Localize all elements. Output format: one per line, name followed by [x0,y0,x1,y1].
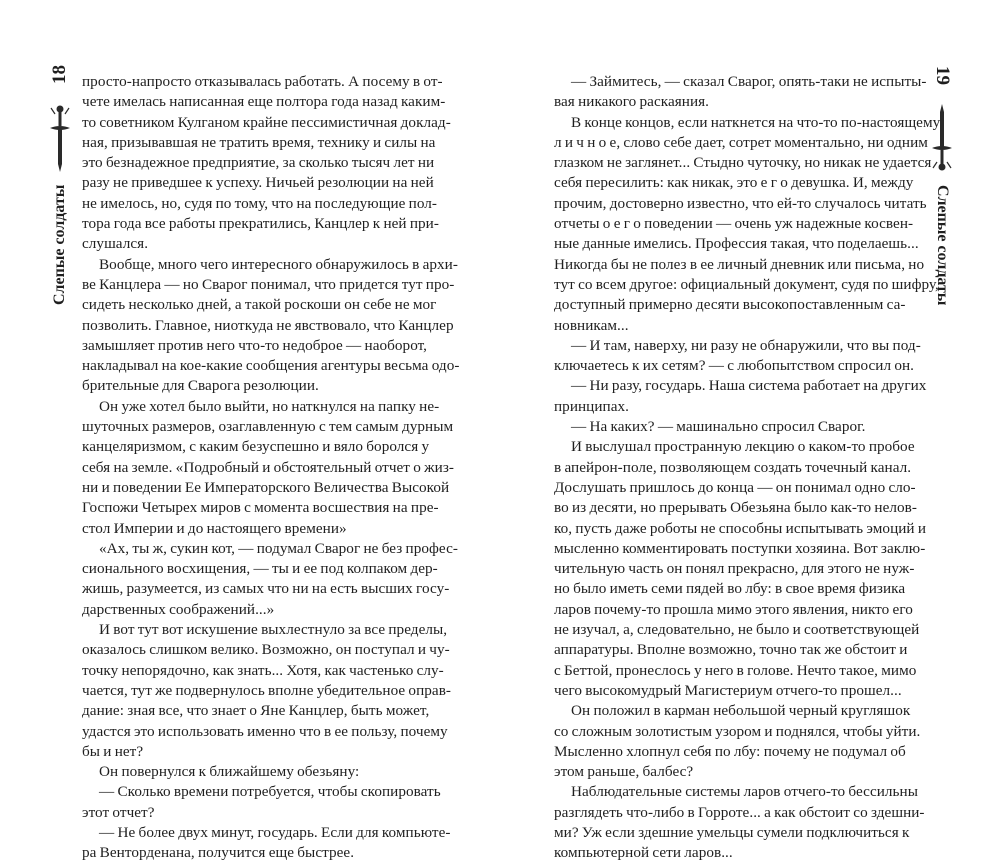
text-line: чается, тут же подвернулось вполне убедительное оправ- [82,681,452,699]
left-page-number: 18 [49,65,70,85]
left-page [0,0,500,862]
text-line: этот отчет? [82,803,155,821]
left-page-text [82,72,460,864]
text-line: точку непорядочно, как знать... Хотя, как частенько слу- [82,661,444,679]
text-line: не изучал, а, следовательно, не было и соответствующей [554,621,920,639]
text-line: — На каких? — машинально спросил Сварог. [571,418,866,436]
right-page [500,0,1000,862]
text-line: это безнадежное предприятие, за сколько тысяч лет ни [82,154,435,172]
text-line: принципах. [554,397,629,415]
text-line: Вообще, много чего интересного обнаружилось в архи- [99,255,458,273]
text-line: — Не более двух минут, государь. Если для компьюте- [99,823,451,841]
text-line: накладывал на кое-какие сообщения агентуры весьма одо- [82,357,460,375]
text-line: не имелось, но, судя по тому, что на последующие пол- [82,194,438,212]
text-line: удастся это использовать именно что в ее пользу, почему [82,722,448,740]
text-line: ко, пусть даже роботы не способны испытывать эмоций и [554,519,927,537]
text-line: просто-напросто отказывалась работать. А посему в от- [82,73,443,90]
sword-ornament-icon [928,102,956,174]
text-line: ми? Уж если здешние умельцы сумели подключиться к [554,823,910,841]
text-line: — Займитесь, — сказал Сварог, опять-таки не испыты- [571,73,927,90]
text-line: Никогда бы не полез в ее личный дневник или письма, но [554,255,925,273]
text-line: Он уже хотел было выйти, но наткнулся на папку не- [99,397,440,415]
left-page-rail [40,60,80,306]
text-line: ларов почему-то прошла мимо этого явления, никто его [554,600,913,618]
text-line: ная, призывавшая не тратить время, технику и силы на [82,133,436,151]
text-line: жишь, разумеется, из самых что ни на есть высших госу- [82,580,450,598]
text-line: дарственных соображений...» [82,600,275,618]
text-line: со сложным золотистым узором и поднялся, чтобы уйти. [554,722,921,740]
text-line: тора года все работы прекратились, Канцлер к ней при- [82,215,439,233]
text-line: то советником Кулганом крайне пессимистичная доклад- [82,113,451,131]
right-running-head: Слепые солдаты [934,184,951,306]
text-line: в апейрон-поле, позволяющем создать точечный канал. [554,458,912,476]
text-line: замышляет против него что-то недоброе — наоборот, [82,336,428,354]
text-line: Он повернулся к ближайшему обезьяну: [99,763,360,781]
right-page-number: 19 [932,65,953,85]
sword-ornament-icon [46,102,74,174]
text-line: себя пересилить: как никак, это е г о девушка. И, между [554,174,914,192]
text-line: позволить. Главное, ниоткуда не явствовало, что Канцлер [82,316,454,334]
text-line: мысленно комментировать поступки хозяина. Вот заклю- [554,539,926,557]
text-line: Мысленно хлопнул себя по лбу: почему не подумал об [554,742,906,760]
text-line: чете имелась написанная еще полтора года назад каким- [82,93,446,111]
text-line: аппаратуры. Вполне возможно, точно так же обстоит и [554,641,908,659]
text-line: ве Канцлера — но Сварог понимал, что придется тут про- [82,275,455,293]
text-line: Он положил в карман небольшой черный кругляшок [571,702,911,720]
text-line: слушался. [82,235,149,253]
text-line: — Ни разу, государь. Наша система работает на других [571,377,927,395]
text-line: доступный примерно десяти высокопоставленным са- [554,296,906,314]
text-line: бы и нет? [82,742,144,760]
text-line: отчеты о е г о поведении — очень уж надежные косвен- [554,215,914,233]
text-line: Наблюдательные системы ларов отчего-то бессильны [571,783,918,801]
text-line: этом раньше, балбес? [554,763,694,781]
text-line: И выслушал пространную лекцию о каком-то пробое [571,438,915,456]
text-line: себя на земле. «Подробный и обстоятельный отчет о жиз- [82,458,455,476]
right-page-text [554,72,941,864]
text-line: разу не приведшее к успеху. Ничьей резолюции на ней [82,174,434,192]
text-line: Госпожи Четырех миров с момента восшествия на пре- [82,499,439,517]
text-line: прочим, достоверно известно, что ей-то случалось читать [554,194,927,212]
text-line: ра Венторденана, получится еще быстрее. [82,844,355,862]
text-line: сионального восхищения, — ты и ее под колпаком дер- [82,560,438,578]
text-line: дание: зная все, что знает о Яне Канцлер, быть может, [82,702,430,720]
text-line: ные данные имелись. Профессия такая, что поделаешь... [554,235,919,253]
text-line: чительную часть он понял прекрасно, для этого не нуж- [554,560,915,578]
text-line: тут со всем другое: официальный документ, судя по шифру, [554,275,939,293]
text-line: чего высокомудрый Магистериум отчего-то прошел... [554,681,902,699]
text-line: во из десяти, но прерывать Обезьяна было как-то нелов- [554,499,917,517]
text-line: ключаетесь к их сетям? — с любопытством спросил он. [554,357,915,375]
text-line: л и ч н о е, слово себе дает, сотрет моментально, ни одним [554,133,928,151]
text-line: ни и поведении Ее Императорского Величества Высокой [82,478,450,496]
text-line: разглядеть что-либо в Горроте... а как обстоит со здешни- [554,803,925,821]
text-line: с Беттой, пронеслось у него в голове. Нечто такое, мимо [554,661,917,679]
text-line: И вот тут вот искушение выхлестнуло за все пределы, [99,621,448,639]
text-line: шуточных размеров, озаглавленную с тем самым дурным [82,418,454,436]
text-line: сидеть несколько дней, а такой роскоши он себе не мог [82,296,437,314]
text-line: канцеляризмом, с каким безуспешно и вяло боролся у [82,438,430,456]
text-line: «Ах, ты ж, сукин кот, — подумал Сварог не без профес- [99,539,458,557]
text-line: глазком не заглянет... Стыдно чуточку, но никак не удается [554,154,932,172]
right-page-rail [922,60,962,306]
text-line: вая никакого раскаяния. [554,93,710,111]
text-line: но было иметь семи пядей во лбу: в свое время физика [554,580,906,598]
text-line: оказалось слишком велико. Возможно, он поступал и чу- [82,641,450,659]
text-line: новникам... [554,316,629,334]
text-line: стол Империи и до настоящего времени» [82,519,347,537]
left-running-head: Слепые солдаты [51,184,68,306]
text-line: — Сколько времени потребуется, чтобы скопировать [99,783,441,801]
text-line: — И там, наверху, ни разу не обнаружили, что вы под- [571,336,921,354]
text-line: Дослушать пришлось до конца — он понимал одно сло- [554,478,916,496]
text-line: В конце концов, если наткнется на что-то по-настоящему [571,113,941,131]
text-line: компьютерной сети ларов... [554,844,733,862]
text-line: брительные для Сварога резолюции. [82,377,319,395]
